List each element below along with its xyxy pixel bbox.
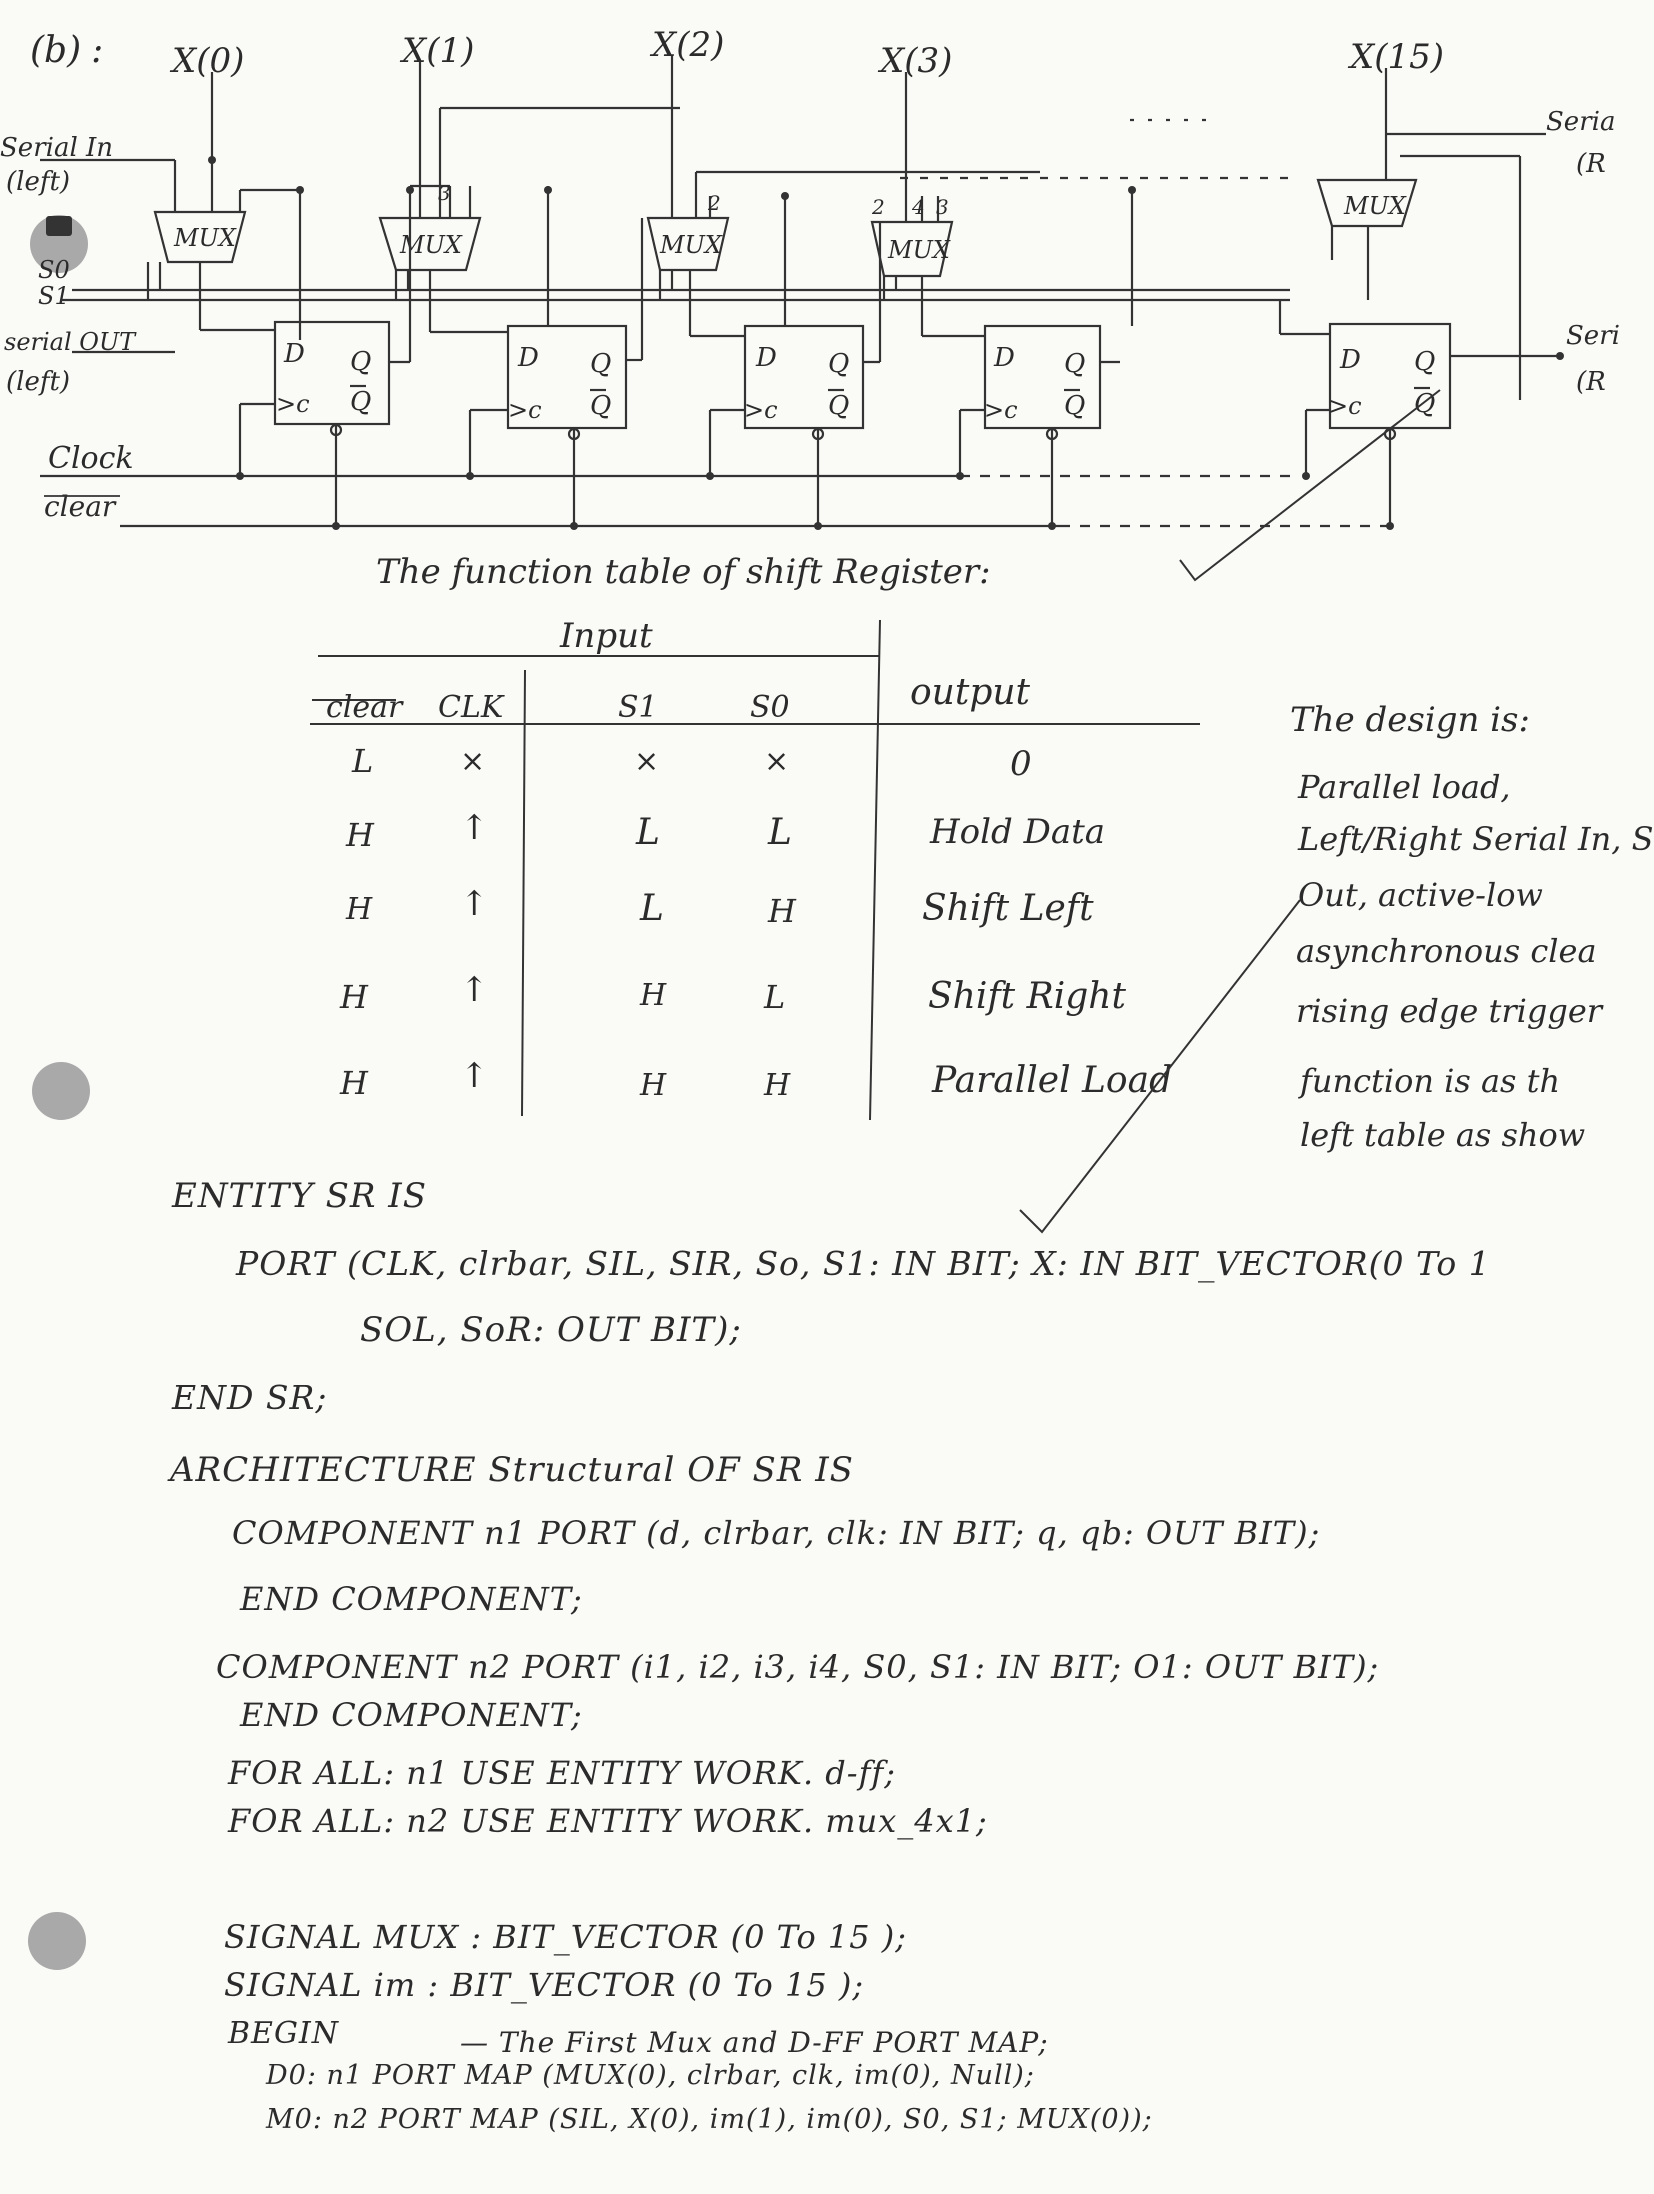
punch-hole-bottom: [28, 1912, 86, 1970]
code-line: END SR;: [172, 1378, 328, 1417]
mux-3-label: MUX: [888, 236, 950, 264]
row-0-s1: ×: [634, 744, 660, 779]
dff-0-qbar: Q: [350, 387, 372, 417]
dff-1-clk: >c: [508, 396, 542, 424]
label-serial-in-right: Seria: [1546, 107, 1616, 137]
code-line: FOR ALL: n1 USE ENTITY WORK. d-ff;: [228, 1754, 897, 1792]
function-table-title: The function table of shift Register:: [376, 552, 991, 592]
design-note-line: The design is:: [1290, 700, 1530, 740]
row-4-s0: H: [764, 1068, 791, 1103]
label-left-2: (left): [6, 367, 71, 397]
label-serial-in: Serial In: [0, 133, 114, 163]
input-x15: X(15): [1350, 37, 1444, 77]
row-3-clk: ↑: [460, 970, 489, 1010]
row-4-clear: H: [340, 1064, 368, 1102]
label-clear: clear: [44, 490, 116, 523]
dff-15-d: D: [1340, 345, 1361, 375]
design-note-line: left table as show: [1300, 1116, 1586, 1154]
row-3-output: Shift Right: [928, 976, 1126, 1017]
pin-num-2: 2: [708, 191, 721, 215]
dff-0-d: D: [284, 339, 305, 369]
dff-2-clk: >c: [744, 396, 778, 424]
dff-0-q: Q: [350, 347, 372, 377]
row-2-clear: H: [346, 892, 373, 927]
row-1-s1: L: [636, 812, 660, 853]
design-note-line: Out, active-low: [1298, 876, 1543, 914]
row-3-clear: H: [340, 978, 368, 1016]
pin-num-3: 4: [912, 195, 925, 219]
dff-1-qbar: Q: [590, 391, 612, 421]
dff-15-clk: >c: [1328, 392, 1362, 420]
row-0-clear: L: [352, 742, 374, 780]
col-s1: S1: [618, 690, 658, 725]
code-line: BEGIN: [228, 2016, 340, 2051]
input-x0: X(0): [172, 41, 245, 81]
pin-num-1: 3: [438, 181, 451, 205]
code-line: M0: n2 PORT MAP (SIL, X(0), im(1), im(0), S0, S1; MUX(0));: [266, 2104, 1153, 2135]
mux-2-label: MUX: [660, 231, 722, 259]
label-clock: Clock: [48, 441, 134, 476]
label-s1: S1: [38, 282, 70, 310]
row-4-s1: H: [640, 1068, 667, 1103]
code-line: END COMPONENT;: [240, 1696, 583, 1734]
row-3-s0: L: [764, 978, 786, 1016]
code-line: SOL, SoR: OUT BIT);: [360, 1310, 742, 1350]
dff-15-qbar: Q: [1414, 389, 1436, 419]
code-line: END COMPONENT;: [240, 1580, 583, 1618]
code-line: SIGNAL MUX : BIT_VECTOR (0 To 15 );: [224, 1918, 908, 1956]
code-line: ARCHITECTURE Structural OF SR IS: [170, 1450, 854, 1490]
mux-0-label: MUX: [174, 224, 236, 252]
label-serial-out-right: Seri: [1566, 321, 1620, 351]
mux-15-label: MUX: [1344, 192, 1406, 220]
table-input-header: Input: [560, 616, 653, 656]
label-s0: S0: [38, 256, 70, 284]
design-note-line: function is as th: [1300, 1062, 1561, 1100]
part-label: (b) :: [30, 30, 104, 71]
row-2-s0: H: [768, 892, 796, 930]
pin-num-5: 2: [872, 195, 885, 219]
code-line: COMPONENT n2 PORT (i1, i2, i3, i4, S0, S1: IN BIT; O1: OUT BIT);: [216, 1648, 1380, 1686]
row-4-output: Parallel Load: [932, 1060, 1173, 1101]
design-note-line: Parallel load,: [1298, 768, 1511, 806]
label-left-1: (left): [6, 167, 71, 197]
code-line: PORT (CLK, clrbar, SIL, SIR, So, S1: IN BIT; X: IN BIT_VECTOR(0 To 1: [236, 1244, 1491, 1283]
input-x2: X(2): [652, 25, 725, 65]
dff-3-d: D: [994, 343, 1015, 373]
code-line: COMPONENT n1 PORT (d, clrbar, clk: IN BIT; q, qb: OUT BIT);: [232, 1514, 1321, 1552]
row-1-clk: ↑: [460, 808, 489, 848]
row-1-s0: L: [768, 812, 792, 853]
check-mark-top: [1180, 390, 1440, 580]
row-4-clk: ↑: [460, 1056, 489, 1096]
row-2-s1: L: [640, 888, 664, 929]
dff-0-clk: >c: [276, 390, 310, 418]
input-x1: X(1): [402, 31, 475, 71]
row-0-s0: ×: [764, 744, 790, 779]
dff-1-q: Q: [590, 349, 612, 379]
code-line: — The First Mux and D-FF PORT MAP;: [460, 2026, 1049, 2059]
col-s0: S0: [750, 690, 790, 725]
dff-15-q: Q: [1414, 347, 1436, 377]
mux-1-label: MUX: [400, 231, 462, 259]
col-clk: CLK: [438, 690, 504, 725]
label-right-1: (R: [1576, 149, 1606, 179]
design-note-line: rising edge trigger: [1296, 992, 1603, 1030]
dff-3-clk: >c: [984, 396, 1018, 424]
code-line: FOR ALL: n2 USE ENTITY WORK. mux_4x1;: [228, 1802, 988, 1840]
label-right-2: (R: [1576, 367, 1606, 397]
dff-2-d: D: [756, 343, 777, 373]
row-1-output: Hold Data: [930, 812, 1106, 852]
shift-register-circuit: [0, 0, 1620, 560]
row-2-output: Shift Left: [922, 888, 1094, 929]
code-line: SIGNAL im : BIT_VECTOR (0 To 15 );: [224, 1966, 865, 2004]
code-line: ENTITY SR IS: [172, 1176, 428, 1216]
col-clear: clear: [326, 690, 403, 725]
row-0-output: 0: [1010, 744, 1032, 784]
design-note-line: asynchronous clea: [1296, 932, 1597, 970]
row-3-s1: H: [640, 978, 667, 1013]
dff-3-qbar: Q: [1064, 391, 1086, 421]
label-serial-out: serial OUT: [4, 328, 136, 356]
pin-num-4: 3: [936, 195, 949, 219]
row-0-clk: ×: [460, 744, 486, 779]
input-x3: X(3): [880, 41, 953, 81]
dff-2-qbar: Q: [828, 391, 850, 421]
row-1-clear: H: [346, 816, 374, 854]
dff-3-q: Q: [1064, 349, 1086, 379]
code-line: D0: n1 PORT MAP (MUX(0), clrbar, clk, im(0), Null);: [266, 2060, 1035, 2091]
dff-2-q: Q: [828, 349, 850, 379]
row-2-clk: ↑: [460, 884, 489, 924]
design-note-line: Left/Right Serial In, S: [1298, 820, 1654, 858]
dff-1-d: D: [518, 343, 539, 373]
table-output-header: output: [910, 672, 1031, 713]
